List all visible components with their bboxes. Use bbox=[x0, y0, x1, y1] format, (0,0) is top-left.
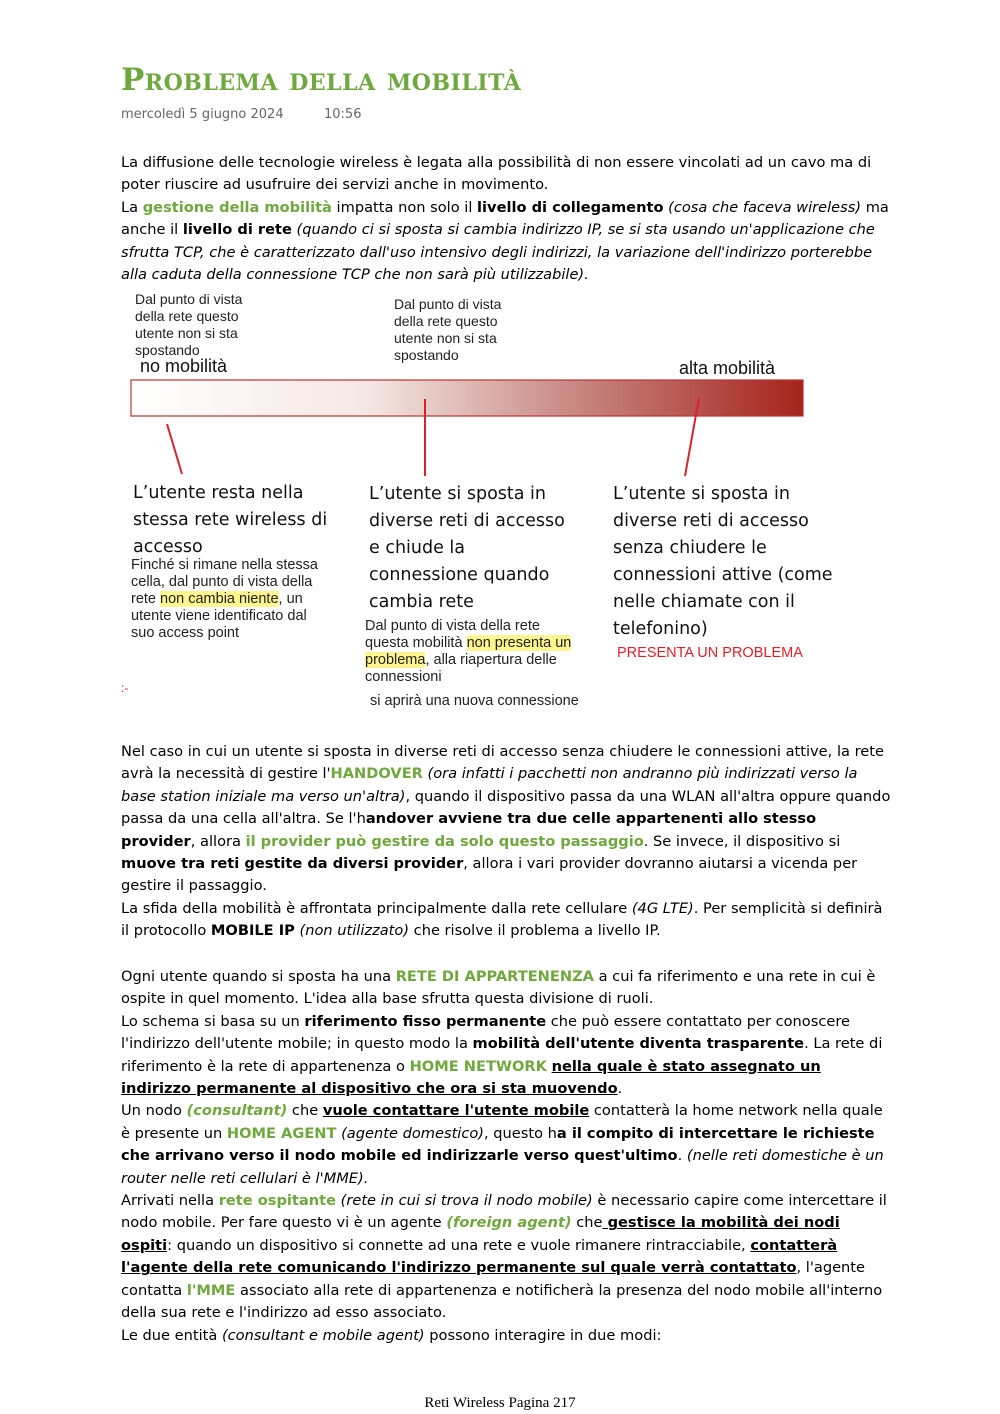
text-span: contatterà la home network nella quale è presente un bbox=[121, 1102, 883, 1142]
text-span: Lo schema si basa su un bbox=[121, 1012, 305, 1030]
intro-text-1: La diffusione delle tecnologie wireless è legata alla possibilità di non essere vincolati ad un cavo ma di poter riuscire ad usufruire dei servizi anche in movimento. bbox=[121, 154, 872, 194]
label-high-mobility: alta mobilità bbox=[679, 358, 776, 378]
interaction-text bbox=[121, 1325, 891, 1347]
text-span: , quando il dispositivo passa da una WLAN all'altra oppure quando passa da una cella all'altra. Se l'h bbox=[121, 787, 891, 828]
text-span: La bbox=[121, 198, 143, 216]
highlight-term: HANDOVER bbox=[330, 765, 423, 783]
italic-note: (4G LTE) bbox=[631, 899, 694, 917]
column3-note: PRESENTA UN PROBLEMA bbox=[617, 645, 803, 661]
text-span: . La rete di riferimento è la rete di appartenenza o bbox=[121, 1035, 883, 1075]
text-span: Finché si rimane nella stessa cella, dal punto di vista della rete bbox=[131, 557, 318, 607]
text-span: Un nodo bbox=[121, 1102, 187, 1120]
text-span: che bbox=[571, 1214, 603, 1232]
underlined-term: vuole contattare l'utente mobile bbox=[322, 1102, 590, 1120]
home-network-paragraph bbox=[121, 966, 891, 1347]
bold-term: livello di collegamento bbox=[477, 198, 664, 216]
highlight-term: RETE DI APPARTENENZA bbox=[395, 968, 594, 985]
text-span: Le due entità bbox=[121, 1326, 222, 1344]
page-date: mercoledì 5 giugno 2024 bbox=[121, 107, 284, 122]
text-span: , allora i vari provider dovranno aiutarsi a vicenda per gestire il passaggio. bbox=[121, 855, 858, 895]
text-span: Dal punto di vista della rete questa mobilità bbox=[365, 618, 540, 651]
text-span: che bbox=[287, 1102, 323, 1120]
italic-note: (cosa che faceva wireless) bbox=[663, 198, 862, 216]
handover-text bbox=[121, 741, 891, 898]
text-span: Nel caso in cui un utente si sposta in diverse reti di accesso senza chiudere le connessioni attive, la rete avrà la necessità di gestire l' bbox=[121, 743, 884, 783]
bold-term: muove tra reti gestite da diversi provider bbox=[121, 855, 464, 873]
text-span: La sfida della mobilità è affrontata principalmente dalla rete cellulare bbox=[121, 899, 632, 917]
highlight: non presenta un problema bbox=[365, 635, 572, 668]
bold-term: a il compito di intercettare le richieste che arrivano verso il nodo mobile ed indirizzarle verso quest'ultimo bbox=[121, 1124, 875, 1165]
column3-title: L’utente si sposta in diverse reti di accesso senza chiudere le connessioni attive (come nelle chiamate con il telefonino) bbox=[613, 484, 833, 639]
text-span: . bbox=[677, 1147, 687, 1165]
text-span: associato alla rete di appartenenza e notificherà la presenza del nodo mobile all'interno della sua rete e l'indirizzo ad esso associato. bbox=[121, 1281, 883, 1322]
text-span: possono interagire in due modi: bbox=[424, 1326, 662, 1344]
underlined-term: contatterà l'agente della rete comunicando l'indirizzo permanente sul quale verrà contattato bbox=[121, 1236, 838, 1277]
bold-term: MOBILE IP bbox=[210, 922, 295, 940]
bold-term: mobilità dell'utente diventa trasparente bbox=[472, 1035, 805, 1053]
page-title: Problema della mobilità bbox=[121, 62, 522, 98]
highlight-term: HOME AGENT bbox=[226, 1124, 337, 1142]
italic-note: (non utilizzato) bbox=[294, 922, 410, 940]
text-span: . Per semplicità si definirà il protocollo bbox=[121, 899, 883, 940]
text-span: , allora bbox=[190, 832, 246, 850]
highlight-term: il provider può gestire da solo questo passaggio bbox=[245, 832, 644, 850]
text-span: Arrivati nella bbox=[121, 1192, 219, 1210]
bold-term: livello di rete bbox=[182, 221, 292, 239]
italic-note: (quando ci si sposta si cambia indirizzo IP, se si sta usando un'applicazione che sfrutta TCP, che è caratterizzato dall'uso intensivo degli indirizzi, la variazione dell'indirizzo porterebbe alla caduta della connessione TCP che non sarà più utilizzabile). bbox=[121, 221, 875, 284]
italic-note: (ora infatti i pacchetti non andranno più indirizzati verso la base station iniziale ma verso un'altra) bbox=[121, 765, 858, 805]
note-left-top: Dal punto di vista della rete questo utente non si sta spostando bbox=[135, 291, 243, 358]
mobile-ip-text bbox=[121, 898, 891, 943]
text-span: . bbox=[617, 1080, 623, 1098]
underlined-term: nella quale è stato assegnato un indirizzo permanente al dispositivo che ora si sta muovendo bbox=[121, 1057, 821, 1098]
text-span: ma anche il bbox=[121, 198, 889, 239]
handover-paragraph bbox=[121, 741, 891, 943]
column2-note-end: si aprirà una nuova connessione bbox=[370, 693, 579, 709]
note-middle-top: Dal punto di vista della rete questo utente non si sta spostando bbox=[394, 296, 502, 363]
highlight-term: HOME NETWORK bbox=[409, 1057, 547, 1075]
highlight-term: rete ospitante bbox=[218, 1192, 337, 1210]
highlight-term: (consultant) bbox=[186, 1102, 288, 1120]
text-span: a cui fa riferimento e una rete in cui è ospite in quel momento. L'idea alla base sfrutta questa divisione di ruoli. bbox=[121, 968, 876, 1008]
italic-note: (consultant e mobile agent) bbox=[221, 1326, 425, 1344]
text-span: , questo h bbox=[484, 1124, 557, 1142]
highlight: non cambia niente bbox=[160, 591, 279, 607]
text-span: , un utente viene identificato dal suo access point bbox=[131, 591, 307, 641]
italic-note: (agente domestico) bbox=[336, 1124, 484, 1142]
text-span: è necessario capire come intercettare il nodo mobile. Per fare questo vi è un agente bbox=[121, 1192, 887, 1232]
italic-note: (rete in cui si trova il nodo mobile) bbox=[336, 1192, 593, 1210]
text-span: Ogni utente quando si sposta ha una bbox=[121, 968, 396, 985]
schema-text bbox=[121, 1011, 891, 1101]
home-agent-text bbox=[121, 1100, 891, 1190]
text-span: , alla riapertura delle connessioni bbox=[365, 652, 557, 685]
text-span: che risolve il problema a livello IP. bbox=[409, 922, 661, 940]
bold-term: riferimento fisso permanente bbox=[304, 1012, 547, 1030]
text-span: . Se invece, il dispositivo si bbox=[643, 832, 841, 850]
mobility-gradient-bar bbox=[131, 380, 803, 416]
stray-mark: :- bbox=[121, 681, 129, 695]
text-span: impatta non solo il bbox=[331, 198, 478, 216]
highlight-term: l'MME bbox=[186, 1281, 236, 1299]
column1-title: L’utente resta nella stessa rete wireless di accesso bbox=[133, 483, 328, 557]
rete-text bbox=[121, 966, 891, 1011]
bold-term: andover avviene tra due celle appartenenti allo stesso provider bbox=[121, 810, 817, 850]
italic-note: (nelle reti domestiche è un router nelle reti cellulari è l'MME). bbox=[121, 1147, 884, 1187]
text-span: , l'agente contatta bbox=[121, 1259, 866, 1299]
foreign-agent-text bbox=[121, 1190, 891, 1324]
column1-note bbox=[131, 557, 331, 642]
page-footer: Reti Wireless Pagina 217 bbox=[424, 1395, 576, 1411]
text-span: : quando un dispositivo si connette ad una rete e vuole rimanere rintracciabile, bbox=[167, 1236, 751, 1254]
column2-title: L’utente si sposta in diverse reti di accesso e chiude la connessione quando cambia rete bbox=[369, 484, 565, 612]
highlight-term: gestione della mobilità bbox=[142, 198, 332, 216]
page-time: 10:56 bbox=[324, 107, 362, 122]
highlight-term: (foreign agent) bbox=[446, 1214, 572, 1232]
text-span: che può essere contattato per conoscere l'indirizzo dell'utente mobile; in questo modo la bbox=[121, 1012, 850, 1053]
underlined-term: gestisce la mobilità dei nodi ospiti bbox=[121, 1214, 840, 1254]
label-no-mobility: no mobilità bbox=[140, 356, 228, 376]
column2-note bbox=[365, 618, 580, 686]
pointer-line-left bbox=[167, 424, 182, 474]
